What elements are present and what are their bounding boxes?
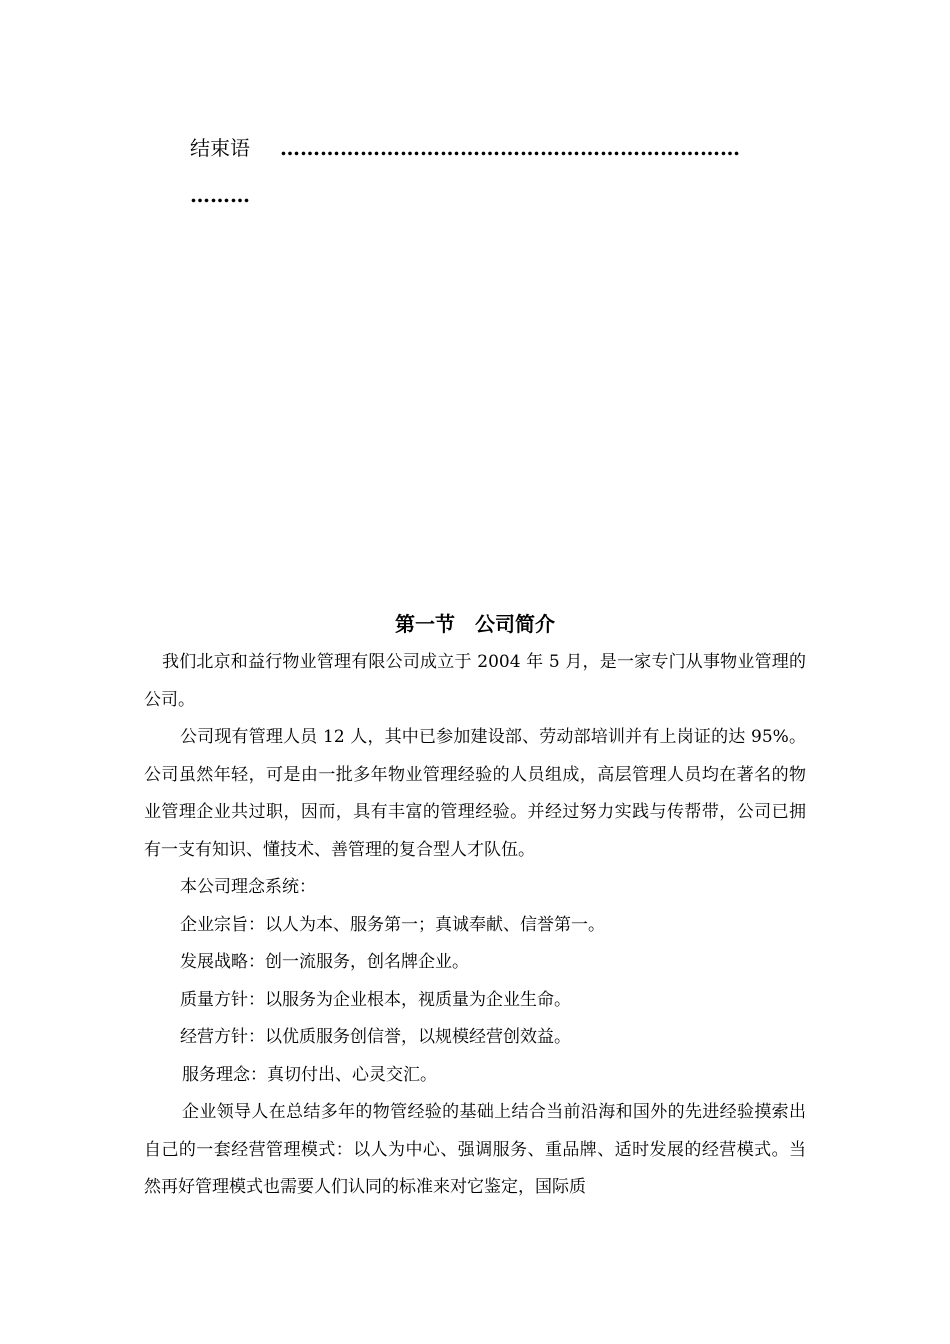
toc-entry-label: 结束语 bbox=[190, 136, 250, 160]
section-body bbox=[144, 644, 806, 1207]
paragraph-intro: 我们北京和益行物业管理有限公司成立于 2004 年 5 月，是一家专门从事物业管理的公司。 bbox=[144, 652, 806, 710]
paragraph-service-concept: 服务理念：真切付出、心灵交汇。 bbox=[182, 1064, 437, 1085]
section-title: 第一节 公司简介 bbox=[395, 612, 555, 636]
paragraph-quality-policy: 质量方针：以服务为企业根本，视质量为企业生命。 bbox=[180, 989, 571, 1010]
toc-leader-dots: …………………………………………………………… bbox=[280, 136, 740, 160]
toc-leader-dots-continued: ……… bbox=[190, 183, 250, 207]
paragraph-management-model: 企业领导人在总结多年的物管经验的基础上结合当前沿海和国外的先进经验摸索出自己的一套经营管理模式：以人为中心、强调服务、重品牌、适时发展的经营模式。当然再好管理模式也需要人们认同的标准来对它鉴定，国际质 bbox=[144, 1102, 806, 1197]
paragraph-business-policy: 经营方针：以优质服务创信誉，以规模经营创效益。 bbox=[180, 1027, 571, 1047]
paragraph-staff: 公司现有管理人员 12 人，其中已参加建设部、劳动部培训并有上岗证的达 95%。公司虽然年轻，可是由一批多年物业管理经验的人员组成，高层管理人员均在著名的物业管理企业共过职，因而，具有丰富的管理经验。并经过努力实践与传帮带，公司已拥有一支有知识、懂技术、善管理的复合型人才队伍。 bbox=[144, 727, 806, 860]
toc-entry-closing[interactable] bbox=[190, 135, 810, 161]
paragraph-mission: 企业宗旨：以人为本、服务第一；真诚奉献、信誉第一。 bbox=[180, 914, 605, 935]
paragraph-philosophy-heading: 本公司理念系统： bbox=[180, 877, 316, 897]
paragraph-strategy: 发展战略：创一流服务，创名牌企业。 bbox=[180, 952, 469, 972]
